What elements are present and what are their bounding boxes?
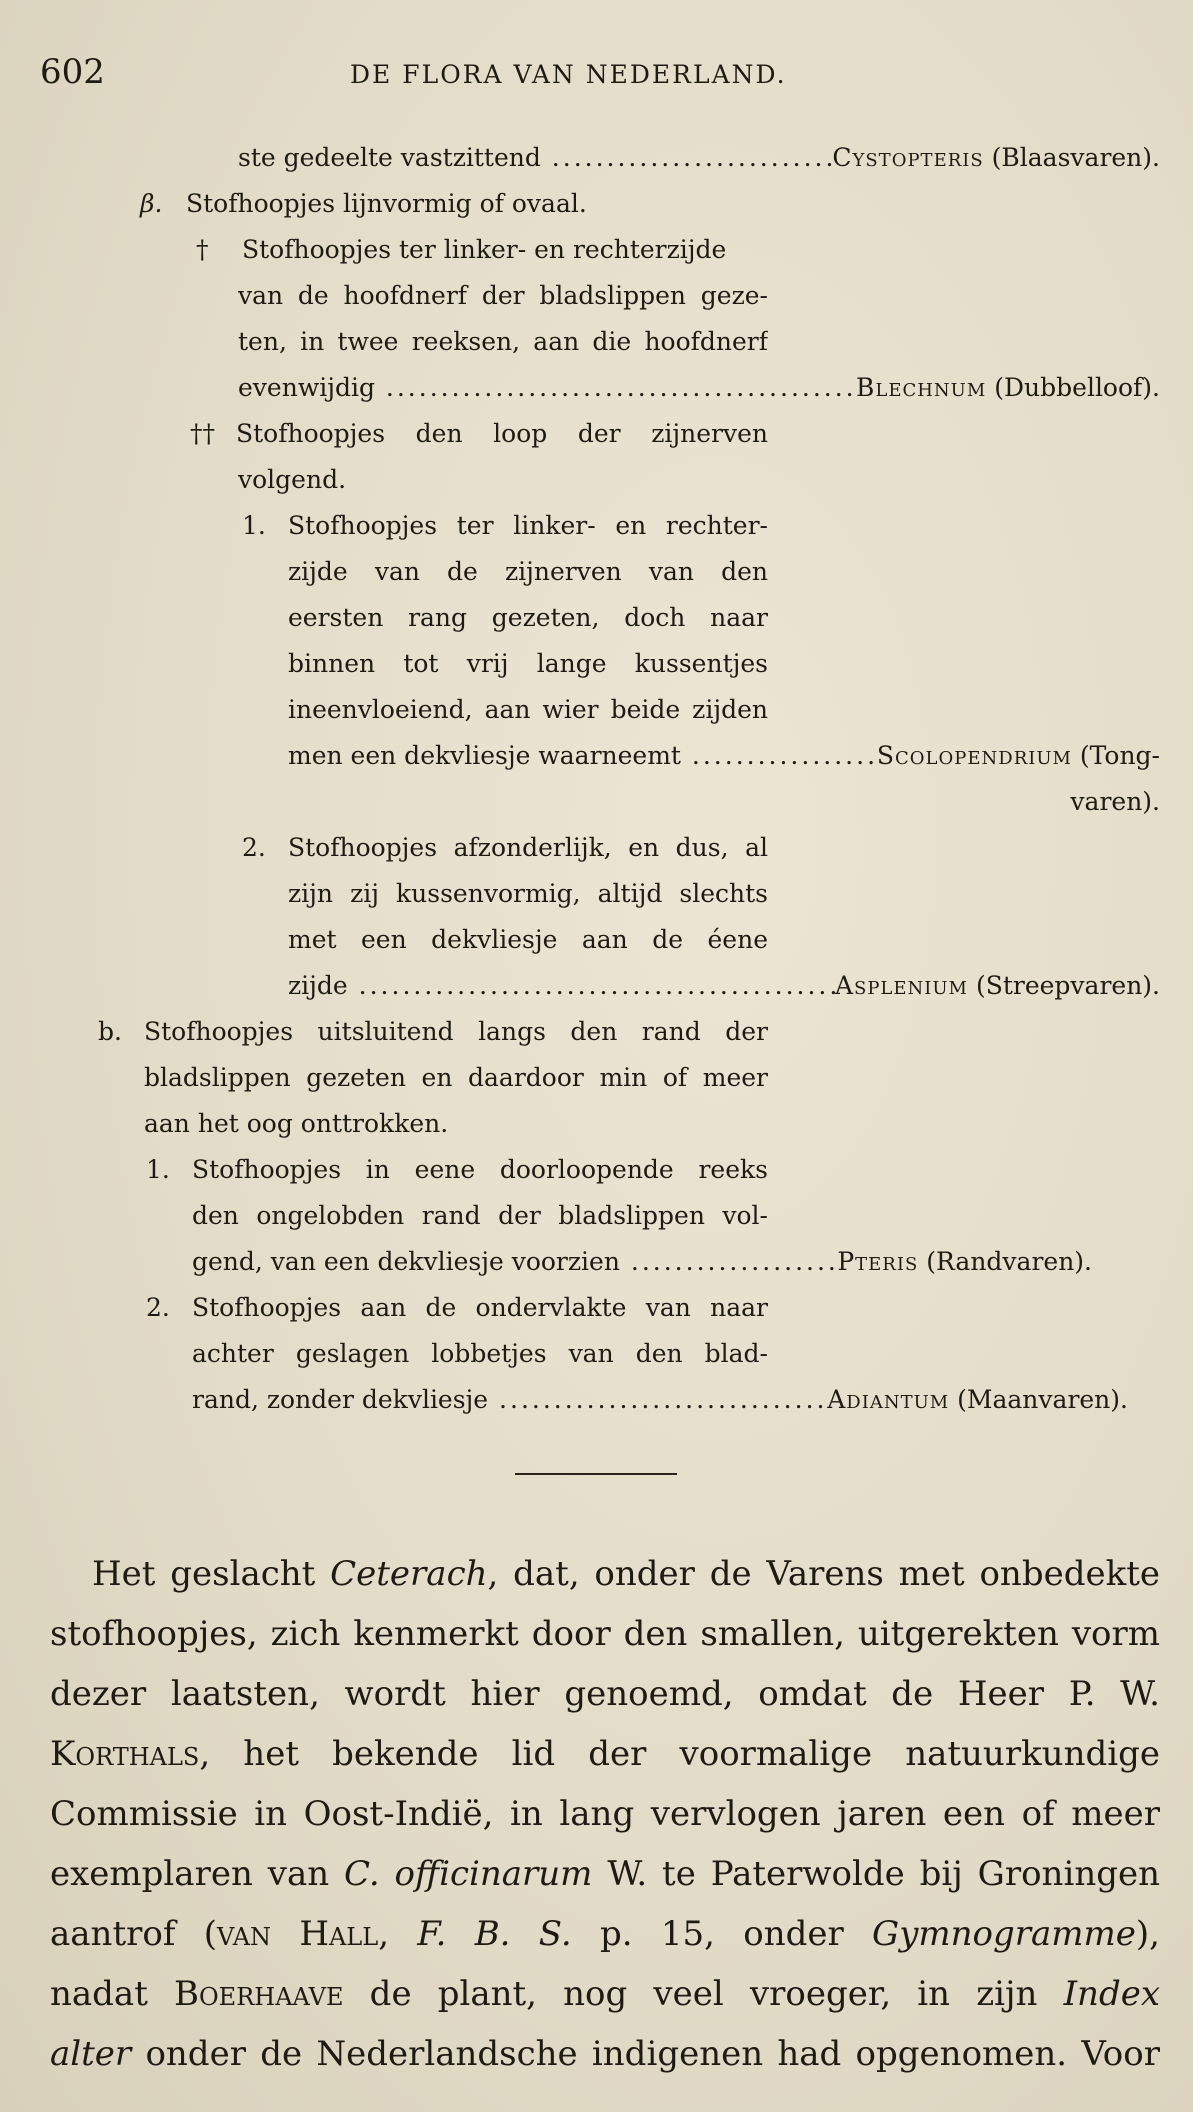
key-line: van de hoofdnerf der bladslippen geze- bbox=[238, 281, 768, 310]
key-line: gend, van een dekvliesje voorzien ..... Pteris (Randvaren). bbox=[192, 1242, 1092, 1282]
section-divider bbox=[515, 1473, 677, 1475]
key-line: rand, zonder dekvliesje ..... Adiantum (Maanvaren). bbox=[192, 1380, 1128, 1420]
genus-name: Pteris bbox=[837, 1247, 919, 1276]
genus-name: Adiantum bbox=[827, 1385, 950, 1414]
key-line: volgend. bbox=[238, 465, 347, 494]
paragraph-line: Commissie in Oost-Indië, in lang vervlogen jaren een of meer bbox=[50, 1794, 1160, 1834]
key-line: ten, in twee reeksen, aan die hoofdnerf bbox=[238, 327, 768, 356]
key-line: †† Stofhoopjes den loop der zijnerven bbox=[190, 414, 768, 454]
key-line: † Stofhoopjes ter linker- en rechterzijde bbox=[196, 230, 768, 270]
paragraph-line: alter onder de Nederlandsche indigenen had opgenomen. Voor bbox=[50, 2034, 1160, 2074]
genus-name: Asplenium bbox=[834, 971, 968, 1000]
paragraph-line: nadat Boerhaave de plant, nog veel vroeger, in zijn Index bbox=[50, 1974, 1160, 2014]
key-marker: 1. bbox=[242, 511, 266, 540]
key-line: 1. Stofhoopjes in eene doorloopende reeks bbox=[146, 1150, 768, 1190]
paragraph-line: dezer laatsten, wordt hier genoemd, omdat de Heer P. W. bbox=[50, 1674, 1160, 1714]
key-line: 1. Stofhoopjes ter linker- en rechter- bbox=[242, 506, 768, 546]
page-number: 602 bbox=[40, 52, 105, 92]
key-line: 2. Stofhoopjes aan de ondervlakte van naar bbox=[146, 1288, 768, 1328]
key-marker: † bbox=[196, 235, 209, 264]
key-line: bladslippen gezeten en daardoor min of meer bbox=[144, 1063, 768, 1092]
key-line: binnen tot vrij lange kussentjes bbox=[288, 649, 768, 678]
key-line: zijde ..... Asplenium (Streepvaren). bbox=[288, 966, 1160, 1006]
common-name: (Randvaren). bbox=[918, 1247, 1092, 1276]
key-line: β. Stofhoopjes lijnvormig of ovaal. bbox=[140, 184, 840, 224]
genus-name: Blechnum bbox=[856, 373, 987, 402]
page-header bbox=[40, 52, 1160, 102]
common-name: (Maanvaren). bbox=[949, 1385, 1128, 1414]
key-line: ineenvloeiend, aan wier beide zijden bbox=[288, 695, 768, 724]
key-line: varen). bbox=[1070, 787, 1160, 816]
genus-name: Scolopendrium bbox=[876, 741, 1072, 770]
key-line: achter geslagen lobbetjes van den blad- bbox=[192, 1339, 768, 1368]
key-line: zijn zij kussenvormig, altijd slechts bbox=[288, 879, 768, 908]
key-line: eersten rang gezeten, doch naar bbox=[288, 603, 768, 632]
key-line: ste gedeelte vastzittend ..... Cystopteris (Blaasvaren). bbox=[238, 138, 1160, 178]
common-name: (Dubbelloof). bbox=[986, 373, 1160, 402]
common-name: (Streepvaren). bbox=[968, 971, 1160, 1000]
key-marker: 1. bbox=[146, 1155, 170, 1184]
key-line: evenwijdig ..... Blechnum (Dubbelloof). bbox=[238, 368, 1160, 408]
key-marker: †† bbox=[190, 419, 215, 448]
common-name: (Blaasvaren). bbox=[983, 143, 1160, 172]
key-line: aan het oog onttrokken. bbox=[144, 1109, 449, 1138]
key-marker: 2. bbox=[146, 1293, 170, 1322]
key-line: men een dekvliesje waarneemt ..... Scolopendrium (Tong- bbox=[288, 736, 1160, 776]
key-line: b. Stofhoopjes uitsluitend langs den rand der bbox=[98, 1012, 768, 1052]
common-name: (Tong- bbox=[1071, 741, 1160, 770]
key-marker: 2. bbox=[242, 833, 266, 862]
paragraph-line: stofhoopjes, zich kenmerkt door den smallen, uitgerekten vorm bbox=[50, 1614, 1160, 1654]
paragraph-line: Het geslacht Ceterach, dat, onder de Varens met onbedekte bbox=[92, 1554, 1160, 1594]
genus-name: Cystopteris bbox=[832, 143, 984, 172]
paragraph-line: Korthals, het bekende lid der voormalige natuurkundige bbox=[50, 1734, 1160, 1774]
key-line: met een dekvliesje aan de éene bbox=[288, 925, 768, 954]
key-line: 2. Stofhoopjes afzonderlijk, en dus, al bbox=[242, 828, 768, 868]
running-title: DE FLORA VAN NEDERLAND. bbox=[350, 60, 787, 89]
paragraph-line: aantrof (van Hall, F. B. S. p. 15, onder Gymnogramme), bbox=[50, 1914, 1160, 1954]
key-marker: b. bbox=[98, 1017, 122, 1046]
paragraph-line: exemplaren van C. officinarum W. te Paterwolde bij Groningen bbox=[50, 1854, 1161, 1894]
key-marker: β. bbox=[140, 189, 163, 218]
key-line: zijde van de zijnerven van den bbox=[288, 557, 768, 586]
key-line: den ongelobden rand der bladslippen vol- bbox=[192, 1201, 768, 1230]
